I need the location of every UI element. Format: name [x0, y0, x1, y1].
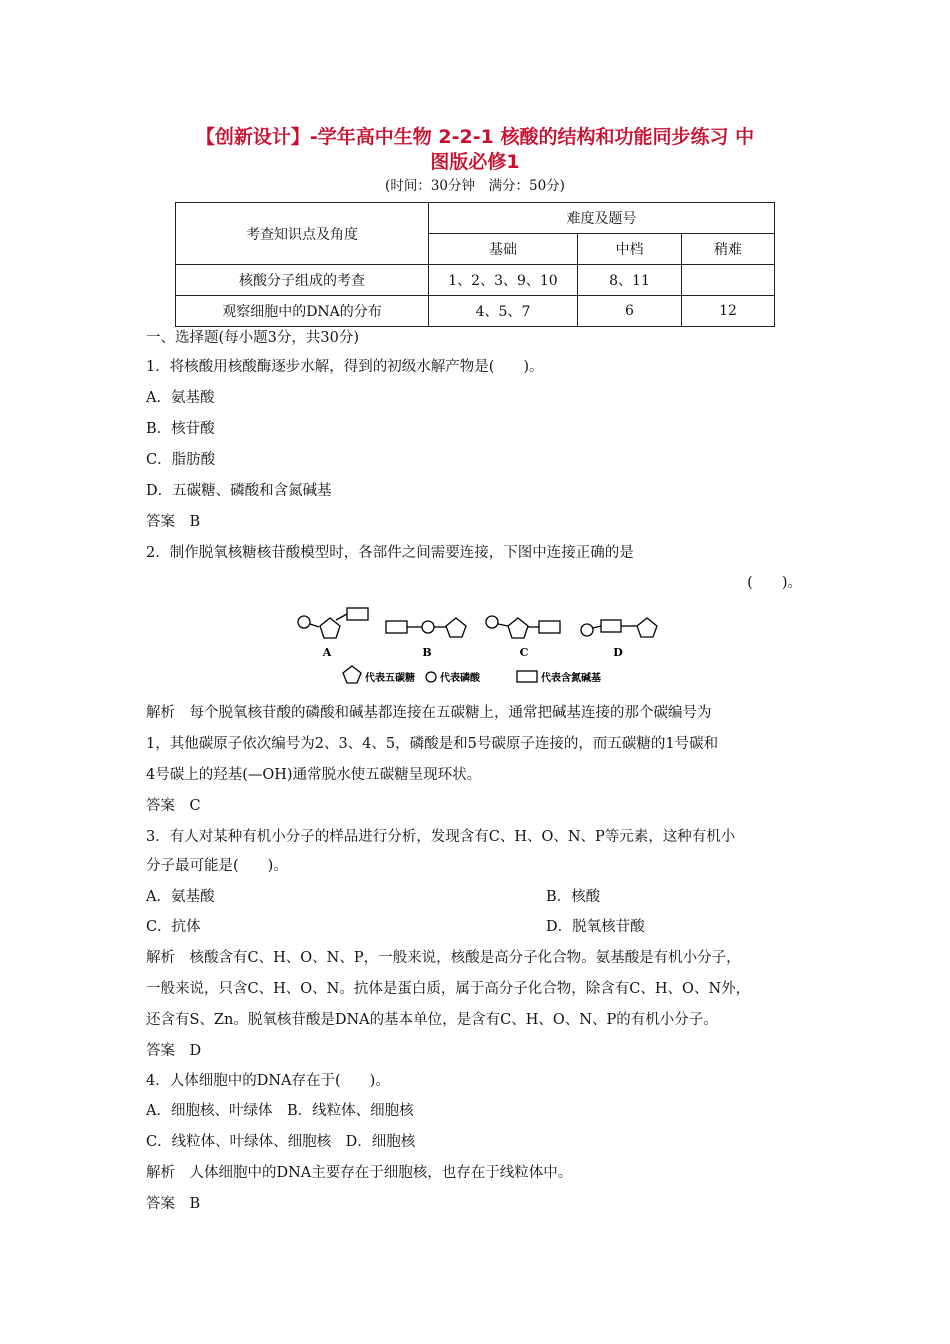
q2-stem: 2．制作脱氧核糖核苷酸模型时，各部件之间需要连接，下图中连接正确的是	[146, 545, 634, 561]
q1-option-b: B．核苷酸	[146, 421, 215, 437]
phosphate-circle-icon	[486, 616, 498, 628]
q3-option-c: C．抗体	[146, 919, 201, 935]
document-title-line2: 图版必修1	[430, 151, 520, 173]
q2-blank: ( )。	[747, 575, 802, 591]
q2-analysis-line3: 4号碳上的羟基(—OH)通常脱水使五碳糖呈现环状。	[146, 767, 482, 783]
row-topic: 核酸分子组成的考查	[176, 265, 429, 296]
row-medium: 6	[578, 296, 682, 327]
phosphate-legend-icon	[426, 672, 436, 682]
base-rectangle-icon	[386, 621, 407, 633]
pentose-pentagon-icon	[320, 618, 340, 638]
row-hard	[682, 265, 775, 296]
q3-analysis-line2: 一般来说，只含C、H、O、N。抗体是蛋白质，属于高分子化合物，除含有C、H、O、N外，	[146, 981, 751, 997]
q4-analysis: 解析 人体细胞中的DNA主要存在于细胞核，也存在于线粒体中。	[146, 1165, 573, 1181]
table-row	[176, 296, 775, 327]
q1-option-a: A．氨基酸	[146, 390, 215, 406]
level-basic: 基础	[429, 234, 578, 265]
row-medium: 8、11	[578, 265, 682, 296]
q3-answer: 答案 D	[146, 1043, 202, 1059]
row-topic: 观察细胞中的DNA的分布	[176, 296, 429, 327]
phosphate-circle-icon	[581, 624, 593, 636]
legend-phosphate-text: 代表磷酸	[440, 673, 480, 684]
base-rectangle-icon	[347, 608, 368, 620]
row-basic: 1、2、3、9、10	[429, 265, 578, 296]
pentose-pentagon-icon	[446, 618, 466, 637]
q3-analysis-line1: 解析 核酸含有C、H、O、N、P，一般来说，核酸是高分子化合物。氨基酸是有机小分子，	[146, 950, 741, 966]
table-row	[176, 265, 775, 296]
time-score-info: (时间：30分钟 满分：50分)	[385, 178, 565, 194]
pentose-pentagon-icon	[637, 618, 657, 637]
q4-answer: 答案 B	[146, 1196, 201, 1212]
level-hard: 稍难	[682, 234, 775, 265]
row-hard: 12	[682, 296, 775, 327]
base-rectangle-icon	[601, 620, 621, 632]
pentose-legend-icon	[343, 666, 361, 683]
figure-label-c: C	[519, 646, 529, 659]
q1-answer: 答案 B	[146, 514, 201, 530]
q2-analysis-line1: 解析 每个脱氧核苷酸的磷酸和碱基都连接在五碳糖上，通常把碱基连接的那个碳编号为	[146, 705, 712, 721]
q4-options-line1: A．细胞核、叶绿体 B．线粒体、细胞核	[146, 1103, 414, 1119]
legend-base-text: 代表含氮碱基	[541, 673, 601, 684]
figure-label-b: B	[422, 646, 432, 659]
q3-stem-line1: 3．有人对某种有机小分子的样品进行分析，发现含有C、H、O、N、P等元素，这种有机小	[146, 829, 736, 845]
phosphate-circle-icon	[298, 616, 310, 628]
row-basic: 4、5、7	[429, 296, 578, 327]
q3-option-d: D．脱氧核苷酸	[546, 919, 645, 935]
knowledge-point-table	[175, 202, 775, 327]
q2-answer: 答案 C	[146, 798, 201, 814]
legend-pentose-text: 代表五碳糖	[365, 673, 415, 684]
q2-analysis-line2: 1，其他碳原子依次编号为2、3、4、5，磷酸是和5号碳原子连接的，而五碳糖的1号碳和	[146, 736, 719, 752]
q4-stem: 4．人体细胞中的DNA存在于( )。	[146, 1073, 390, 1089]
level-medium: 中档	[578, 234, 682, 265]
base-rectangle-icon	[539, 621, 560, 633]
q3-option-b: B．核酸	[546, 889, 601, 905]
q3-option-a: A．氨基酸	[146, 889, 215, 905]
base-legend-icon	[517, 671, 537, 682]
table-corner-header: 考查知识点及角度	[176, 203, 429, 265]
section-header: 一、选择题(每小题3分，共30分)	[146, 330, 359, 346]
q3-analysis-line3: 还含有S、Zn。脱氧核苷酸是DNA的基本单位，是含有C、H、O、N、P的有机小分子。	[146, 1012, 718, 1028]
q3-stem-line2: 分子最可能是( )。	[146, 858, 288, 874]
q1-stem: 1．将核酸用核酸酶逐步水解，得到的初级水解产物是( )。	[146, 359, 544, 375]
difficulty-header: 难度及题号	[429, 203, 775, 234]
q1-option-d: D．五碳糖、磷酸和含氮碱基	[146, 483, 332, 499]
figure-label-d: D	[613, 646, 623, 659]
pentose-pentagon-icon	[508, 618, 528, 638]
document-title-line1: 【创新设计】-学年高中生物 2-2-1 核酸的结构和功能同步练习 中	[195, 126, 755, 148]
phosphate-circle-icon	[422, 621, 434, 633]
q4-options-line2: C．线粒体、叶绿体、细胞核 D．细胞核	[146, 1134, 416, 1150]
q1-option-c: C．脂肪酸	[146, 452, 216, 468]
figure-label-a: A	[322, 646, 332, 659]
nucleotide-model-figure	[285, 600, 665, 692]
